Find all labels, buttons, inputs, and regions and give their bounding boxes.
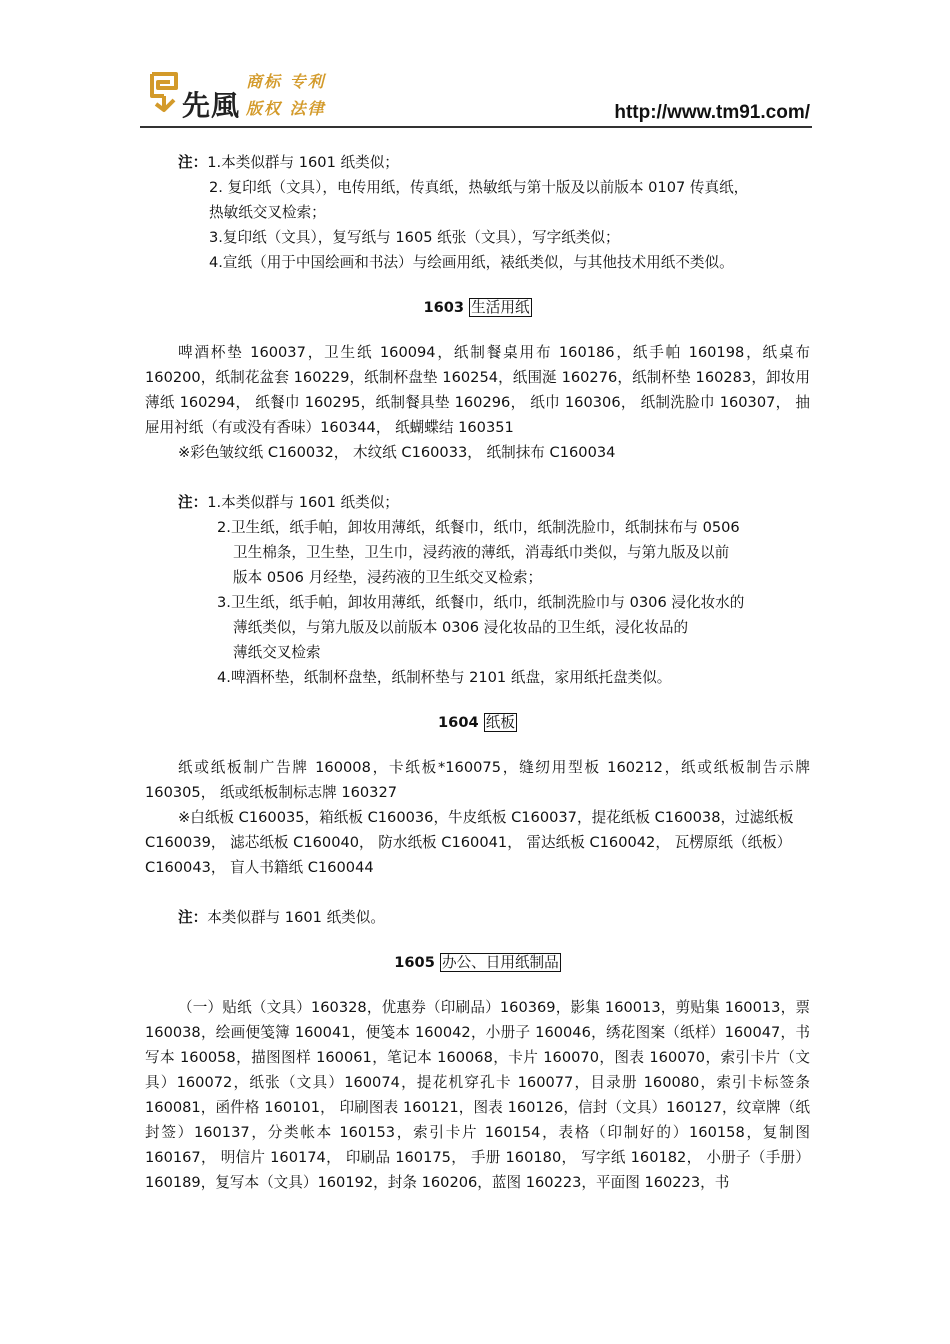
section-title-1605: 1605 办公、日用纸制品 [394,954,559,971]
note-line: 版本 0506 月经垫，浸药液的卫生纸交叉检索； [233,569,543,586]
section-name: 纸板 [485,714,515,731]
note-label: 注： [178,909,208,926]
goods-paragraph: 纸或纸板制广告牌 160008，卡纸板*160075，缝纫用型板 160212，纸或纸板制告示牌 160305， 纸或纸板制标志牌 160327 [145,759,810,801]
goods-paragraph: ※白纸板 C160035，箱纸板 C160036，牛皮纸板 C160037，提花纸板 C160038，过滤纸板 C160039， 滤芯纸板 C160040， 防水纸板 C160041， 雷达纸板 C160042， 瓦楞原纸（纸板）C160043， 盲人书籍纸 C160044 [145,809,794,876]
page-header [140,62,812,128]
logo-text: 先風 [182,89,241,122]
section-name: 生活用纸 [471,299,530,316]
note-line: 卫生棉条，卫生垫，卫生巾，浸药液的薄纸，消毒纸巾类似，与第九版及以前 [233,544,730,561]
note-line: 4.宣纸（用于中国绘画和书法）与绘画用纸，裱纸类似，与其他技术用纸不类似。 [209,254,734,271]
site-url-link[interactable]: http://www.tm91.com/ [614,102,810,123]
logo-tagline-1: 商标 专利 [246,72,326,91]
note-line: 热敏纸交叉检索； [209,204,326,221]
note-line: 注：1.本类似群与 1601 纸类似； [178,494,399,511]
goods-paragraph: （一）贴纸（文具）160328，优惠券（印刷品）160369，影集 160013，剪贴集 160013，票 160038，绘画便笺簿 160041，便笺本 160042，小册子 160046，绣花图案（纸样）160047，书写本 160058，描图图样 160061，笔记本 160068，卡片 160070，图表 160070，索引卡片（文具）160072，纸张（文具）160074，提花机穿孔卡 160077，目录册 160080，索引卡标签条 160081，函件格 160101， 印刷图表 160121，图表 160126，信封（文具）160127，纹章牌（纸封签）160137，分类帐本 160153，索引卡片 160154，表格（印制好的）160158，复制图 160167， 明信片 160174， 印刷品 160175， 手册 160180， 写字纸 160182， 小册子（手册）160189，复写本（文具）160192，封条 160206，蓝图 160223，平面图 160223，书 [145,999,810,1191]
note-1602 [178,150,810,175]
goods-paragraph: 啤酒杯垫 160037，卫生纸 160094，纸制餐桌用布 160186，纸手帕 160198，纸桌布 160200，纸制花盆套 160229，纸制杯盘垫 160254，纸围涎 160276，纸制杯垫 160283，卸妆用薄纸 160294， 纸餐巾 160295，纸制餐具垫 160296， 纸巾 160306， 纸制洗脸巾 160307， 抽屉用衬纸（有或没有香味）160344， 纸蝴蝶结 160351 [145,344,810,436]
goods-paragraph: ※彩色皱纹纸 C160032， 木纹纸 C160033， 纸制抹布 C160034 [178,444,616,461]
note-line: 薄纸类似，与第九版及以前版本 0306 浸化妆品的卫生纸，浸化妆品的 [233,619,689,636]
note-line: 薄纸交叉检索 [233,644,321,661]
note-line: 3.复印纸（文具），复写纸与 1605 纸张（文具），写字纸类似； [209,229,620,246]
logo-tagline-2: 版权 法律 [246,99,326,118]
note-label: 注： [178,154,208,171]
note-label: 注： [178,494,208,511]
note-line: 4.啤酒杯垫，纸制杯盘垫，纸制杯垫与 2101 纸盘，家用纸托盘类似。 [217,669,672,686]
document-body [145,150,810,1195]
note-line: 3.卫生纸，纸手帕，卸妆用薄纸，纸餐巾，纸巾，纸制洗脸巾与 0306 浸化妆水的 [217,594,745,611]
note-line: 注：本类似群与 1601 纸类似。 [178,909,385,926]
note-line: 注：1.本类似群与 1601 纸类似； [178,154,399,171]
section-title-1604: 1604 纸板 [438,714,515,731]
header-divider [140,126,812,128]
section-title-1603: 1603 生活用纸 [423,299,530,316]
logo-icon [148,70,182,118]
note-line: 2.卫生纸，纸手帕，卸妆用薄纸，纸餐巾，纸巾，纸制洗脸巾，纸制抹布与 0506 [217,519,740,536]
section-name: 办公、日用纸制品 [441,954,559,971]
note-line: 2. 复印纸（文具），电传用纸，传真纸，热敏纸与第十版及以前版本 0107 传真纸， [209,179,749,196]
